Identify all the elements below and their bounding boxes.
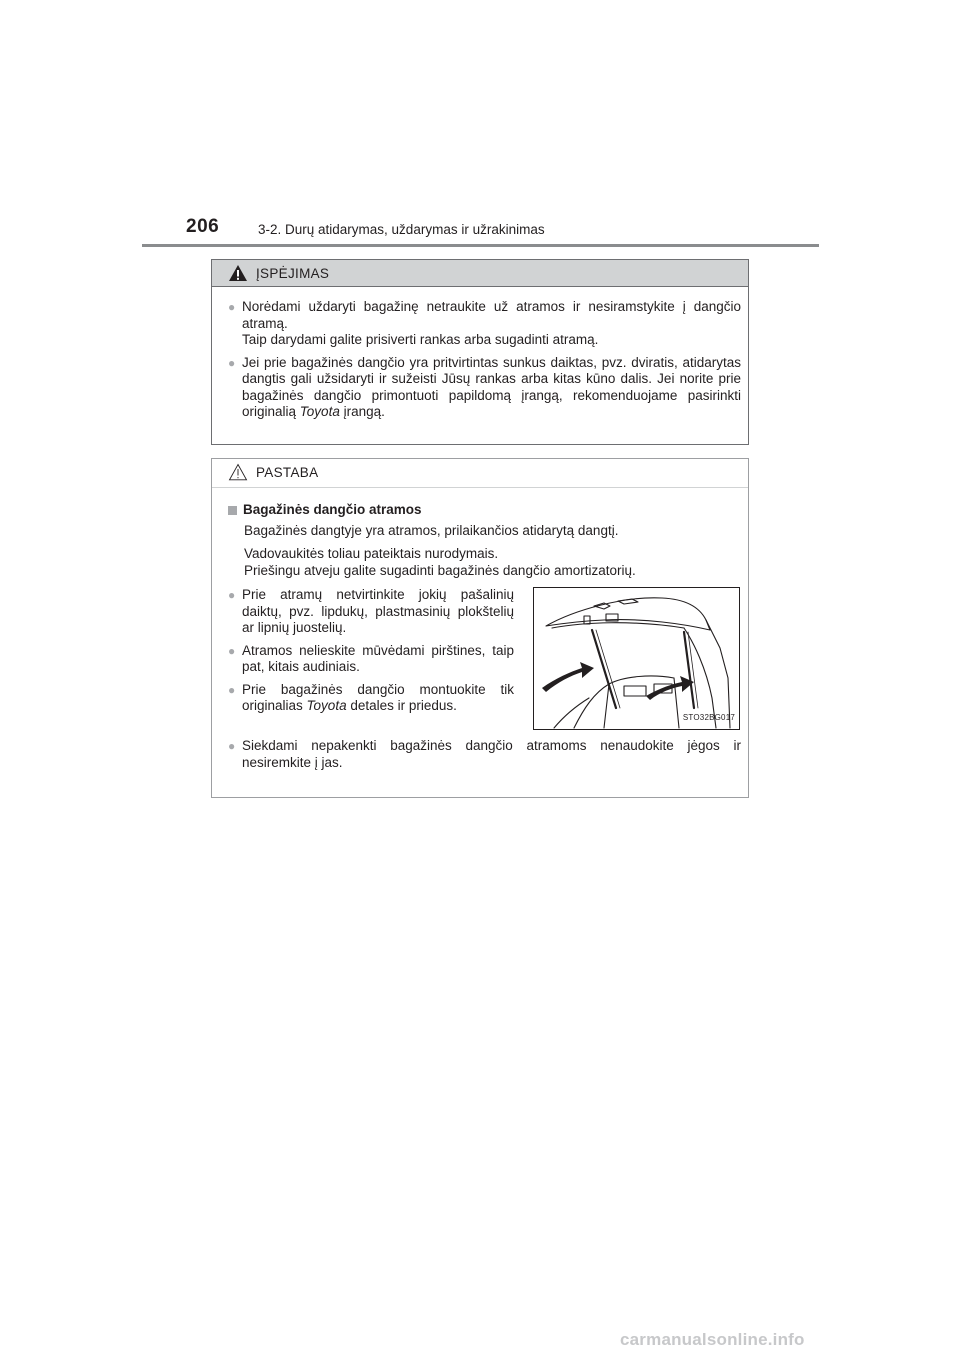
note-subheading: [228, 502, 741, 519]
circle-bullet-icon: ●: [228, 300, 236, 314]
brand-name: Toyota: [299, 404, 340, 419]
note-item: [228, 587, 514, 637]
note-item: [228, 682, 514, 715]
note-paragraph: [244, 523, 741, 540]
circle-bullet-icon: ●: [228, 682, 236, 697]
warning-title: ĮSPĖJIMAS: [256, 266, 330, 281]
note-split: [228, 587, 741, 730]
note-item: [228, 643, 514, 676]
note-side-list: [228, 587, 514, 730]
warning-item-line: Norėdami uždaryti bagažinę netraukite už atramos ir nesiramstykite į dangčio atramą.: [242, 299, 741, 331]
tailgate-strut-illustration: [533, 587, 740, 730]
note-paragraph-line: Vadovaukitės toliau pateiktais nurodymais.: [244, 546, 499, 561]
circle-bullet-icon: ●: [228, 643, 236, 658]
section-title: 3-2. Durų atidarymas, uždarymas ir užrakinimas: [258, 222, 545, 237]
page-number: 206: [186, 216, 220, 237]
header-rule: [142, 244, 819, 247]
brand-name: Toyota: [306, 698, 347, 713]
warning-item-text-end: įrangą.: [339, 404, 385, 419]
note-item-text: Prie atramų netvirtinkite jokių pašalinių daiktų, pvz. lipdukų, plastmasinių plokštelių ar lipnių juostelių.: [242, 587, 514, 635]
circle-bullet-icon: ●: [228, 739, 236, 753]
warning-triangle-icon: [228, 264, 248, 282]
note-item: [228, 738, 741, 771]
watermark: carmanualsonline.info: [620, 1330, 805, 1349]
note-paragraph: [244, 546, 741, 579]
note-header: [212, 459, 748, 488]
note-item-text: Prie bagažinės dangčio montuokite tik originalias: [242, 681, 514, 713]
warning-item: [228, 355, 741, 421]
note-paragraph-line: Priešingu atveju galite sugadinti bagažinės dangčio amortizatorių.: [244, 562, 636, 578]
warning-item: [228, 299, 741, 349]
note-body: [212, 488, 748, 771]
note-item-text: Atramos nelieskite mūvėdami pirštines, taip pat, kitais audiniais.: [242, 642, 514, 674]
circle-bullet-icon: ●: [228, 355, 236, 370]
warning-body: [212, 287, 748, 421]
caution-triangle-outline-icon: [228, 463, 248, 481]
note-paragraph-line: Bagažinės dangtyje yra atramos, prilaikančios atidarytą dangtį.: [244, 522, 619, 538]
square-bullet-icon: [228, 506, 237, 515]
note-subheading-text: Bagažinės dangčio atramos: [243, 502, 422, 517]
warning-box: [211, 259, 749, 445]
note-item-text-end: detales ir priedus.: [346, 698, 457, 713]
note-title: PASTABA: [256, 465, 319, 480]
warning-item-line: Taip darydami galite prisiverti rankas arba sugadinti atramą.: [242, 332, 599, 347]
circle-bullet-icon: ●: [228, 588, 236, 602]
warning-header: [212, 260, 748, 287]
note-box: [211, 458, 749, 798]
figure-code: STO32BG017: [682, 712, 735, 722]
note-item-text: Siekdami nepakenkti bagažinės dangčio atramoms nenaudokite jėgos ir nesiremkite į jas.: [242, 738, 741, 770]
warning-item-text: Jei prie bagažinės dangčio yra pritvirtintas sunkus daiktas, pvz. dviratis, atidarytas dangtis gali užsidaryti ir sužeisti Jūsų rankas arba kitas kūno dalis. Jei norite prie bagažinės dangčio primontuoti papildomą įrangą, rekomenduojame pasirinkti originalią: [242, 354, 741, 419]
